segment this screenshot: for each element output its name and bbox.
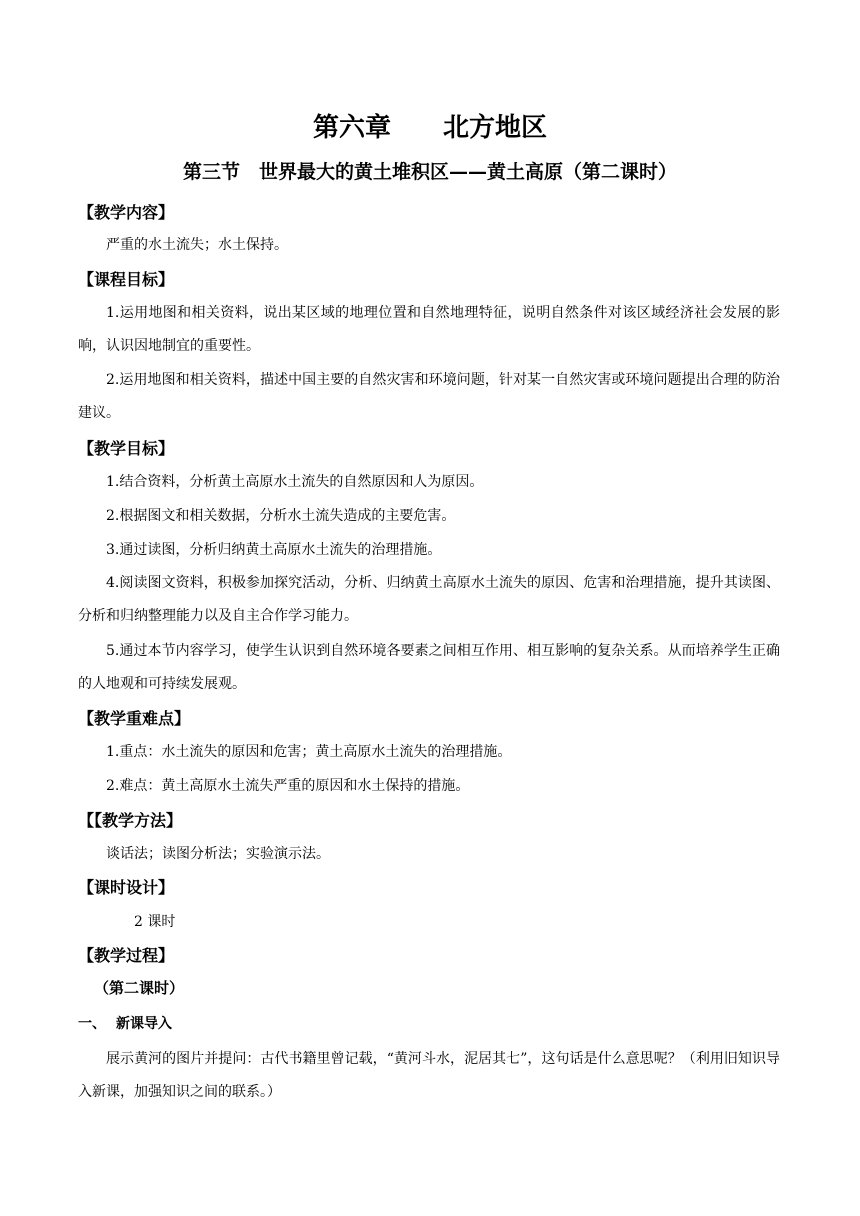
curriculum-goal-item: 1.运用地图和相关资料，说出某区域的地理位置和自然地理特征，说明自然条件对该区域经济社会发展的影响，认识因地制宜的重要性。: [78, 305, 780, 354]
teaching-methods-text: 谈话法；读图分析法；实验演示法。: [106, 846, 330, 862]
heading-key-points: 【教学重难点】: [78, 709, 191, 728]
key-point-item: 1.重点：水土流失的原因和危害；黄土高原水土流失的治理措施。: [106, 744, 512, 760]
curriculum-goal-item: 2.运用地图和相关资料，描述中国主要的自然灾害和环境问题，针对某一自然灾害或环境问题提出合理的防治建议。: [78, 372, 780, 421]
teaching-goal-item: 2.根据图文和相关数据，分析水土流失造成的主要危害。: [106, 508, 456, 524]
key-point-item: 2.难点：黄土高原水土流失严重的原因和水土保持的措施。: [106, 778, 470, 794]
heading-teaching-methods: 【【教学方法】: [78, 811, 183, 830]
teaching-goal-item: 4.阅读图文资料，积极参加探究活动，分析、归纳黄土高原水土流失的原因、危害和治理措施，提升其读图、分析和归纳整理能力以及自主合作学习能力。: [78, 575, 780, 624]
teaching-content-text: 严重的水土流失；水土保持。: [106, 237, 288, 253]
step-number: 一、: [78, 1016, 106, 1032]
lesson-count-text: 2 课时: [134, 914, 176, 930]
chapter-title: 第六章 北方地区: [312, 113, 547, 143]
second-lesson-label: （第二课时）: [94, 979, 185, 997]
section-title: 第三节 世界最大的黄土堆积区——黄土高原（第二课时）: [182, 161, 677, 183]
heading-teaching-content: 【教学内容】: [78, 203, 175, 222]
heading-lesson-design: 【课时设计】: [78, 878, 175, 897]
heading-teaching-goals: 【教学目标】: [78, 439, 175, 458]
teaching-goal-item: 1.结合资料，分析黄土高原水土流失的自然原因和人为原因。: [106, 474, 484, 490]
heading-teaching-process: 【教学过程】: [78, 946, 175, 965]
teaching-goal-item: 3.通过读图，分析归纳黄土高原水土流失的治理措施。: [106, 542, 442, 558]
heading-curriculum-goals: 【课程目标】: [78, 270, 175, 289]
teaching-goal-item: 5.通过本节内容学习，使学生认识到自然环境各要素之间相互作用、相互影响的复杂关系。从而培养学生正确的人地观和可持续发展观。: [78, 643, 780, 692]
step-title: 新课导入: [116, 1016, 172, 1032]
intro-paragraph: 展示黄河的图片并提问：古代书籍里曾记载，“黄河斗水，泥居其七”，这句话是什么意思呢？（利用旧知识导入新课，加强知识之间的联系。）: [78, 1051, 780, 1100]
